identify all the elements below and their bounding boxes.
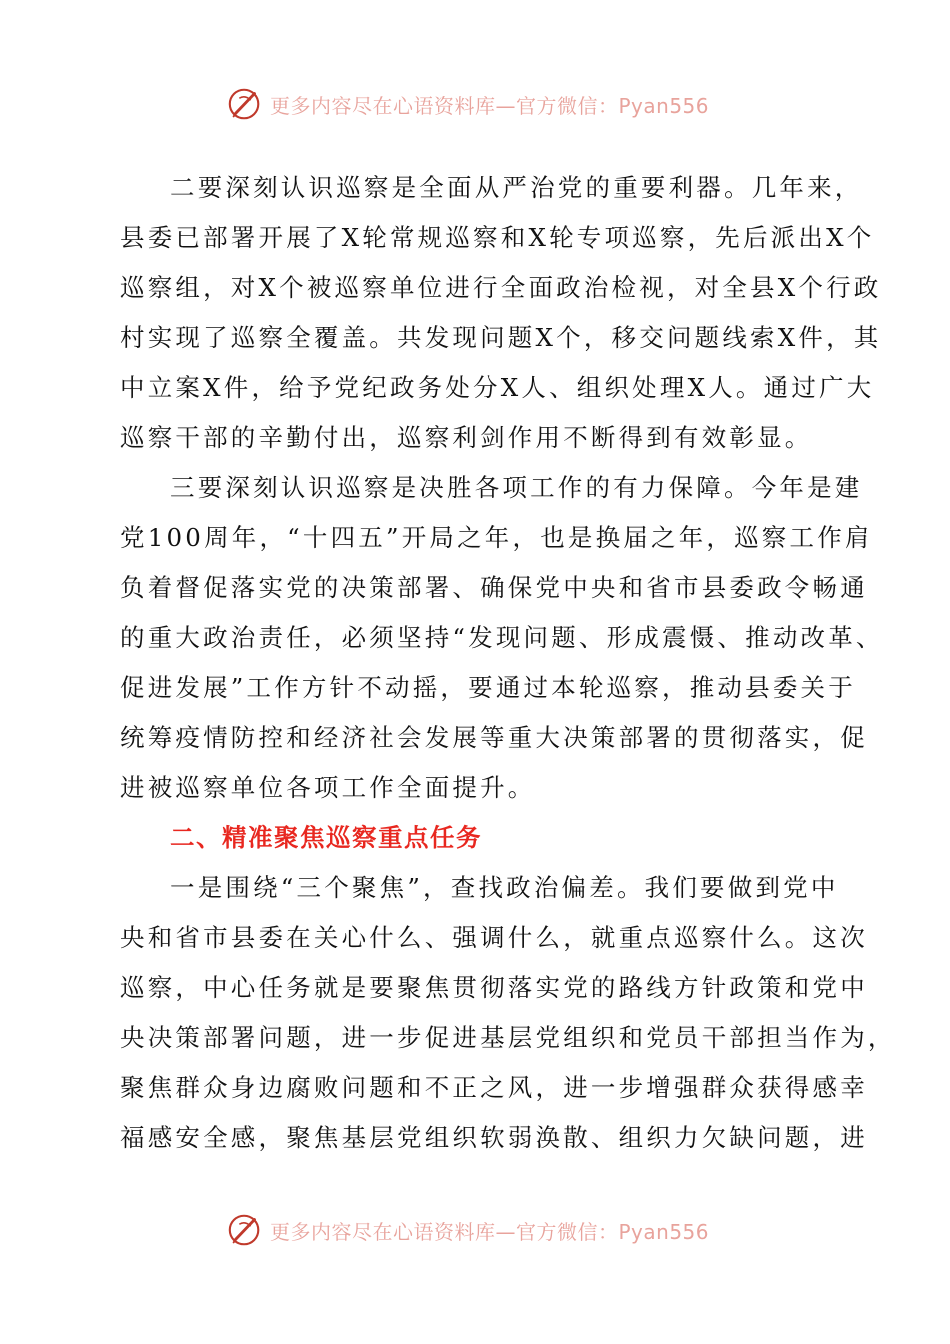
text-line: 巡察组，对X个被巡察单位进行全面政治检视，对全县X个行政 <box>120 273 882 302</box>
header-watermark <box>226 84 746 124</box>
text-line: 巡察，中心任务就是要聚焦贯彻落实党的路线方针政策和党中 <box>120 973 868 1002</box>
text-line: 一是围绕“三个聚焦”，查找政治偏差。我们要做到党中 <box>170 873 839 902</box>
watermark-text: 更多内容尽在心语资料库—官方微信：Pyan556 <box>270 1219 710 1244</box>
text-line: 县委已部署开展了X轮常规巡察和X轮专项巡察，先后派出X个 <box>120 223 875 252</box>
text-line: 促进发展”工作方针不动摇，要通过本轮巡察，推动县委关于 <box>120 673 856 702</box>
pen-logo-icon <box>226 1211 264 1249</box>
text-line: 央决策部署问题，进一步促进基层党组织和党员干部担当作为， <box>120 1023 896 1052</box>
text-line: 二要深刻认识巡察是全面从严治党的重要利器。几年来， <box>170 173 863 202</box>
text-line: 党100周年，“十四五”开局之年，也是换届之年，巡察工作肩 <box>120 523 873 552</box>
section-heading: 二、精准聚焦巡察重点任务 <box>170 823 482 852</box>
text-line: 三要深刻认识巡察是决胜各项工作的有力保障。今年是建 <box>170 473 863 502</box>
text-line: 巡察干部的辛勤付出，巡察利剑作用不断得到有效彰显。 <box>120 423 813 452</box>
footer-watermark <box>226 1210 746 1250</box>
pen-logo-icon <box>226 85 264 123</box>
text-line: 福感安全感，聚焦基层党组织软弱涣散、组织力欠缺问题，进 <box>120 1123 868 1152</box>
text-line: 央和省市县委在关心什么、强调什么，就重点巡察什么。这次 <box>120 923 868 952</box>
document-body <box>120 163 896 1163</box>
watermark-text: 更多内容尽在心语资料库—官方微信：Pyan556 <box>270 93 710 118</box>
text-line: 中立案X件，给予党纪政务处分X人、组织处理X人。通过广大 <box>120 373 875 402</box>
text-line: 负着督促落实党的决策部署、确保党中央和省市县委政令畅通 <box>120 573 868 602</box>
text-line: 统筹疫情防控和经济社会发展等重大决策部署的贯彻落实，促 <box>120 723 868 752</box>
text-line: 聚焦群众身边腐败问题和不正之风，进一步增强群众获得感幸 <box>120 1073 868 1102</box>
text-line: 村实现了巡察全覆盖。共发现问题X个，移交问题线索X件，其 <box>120 323 882 352</box>
text-line: 的重大政治责任，必须坚持“发现问题、形成震慑、推动改革、 <box>120 623 884 652</box>
text-line: 进被巡察单位各项工作全面提升。 <box>120 773 536 802</box>
